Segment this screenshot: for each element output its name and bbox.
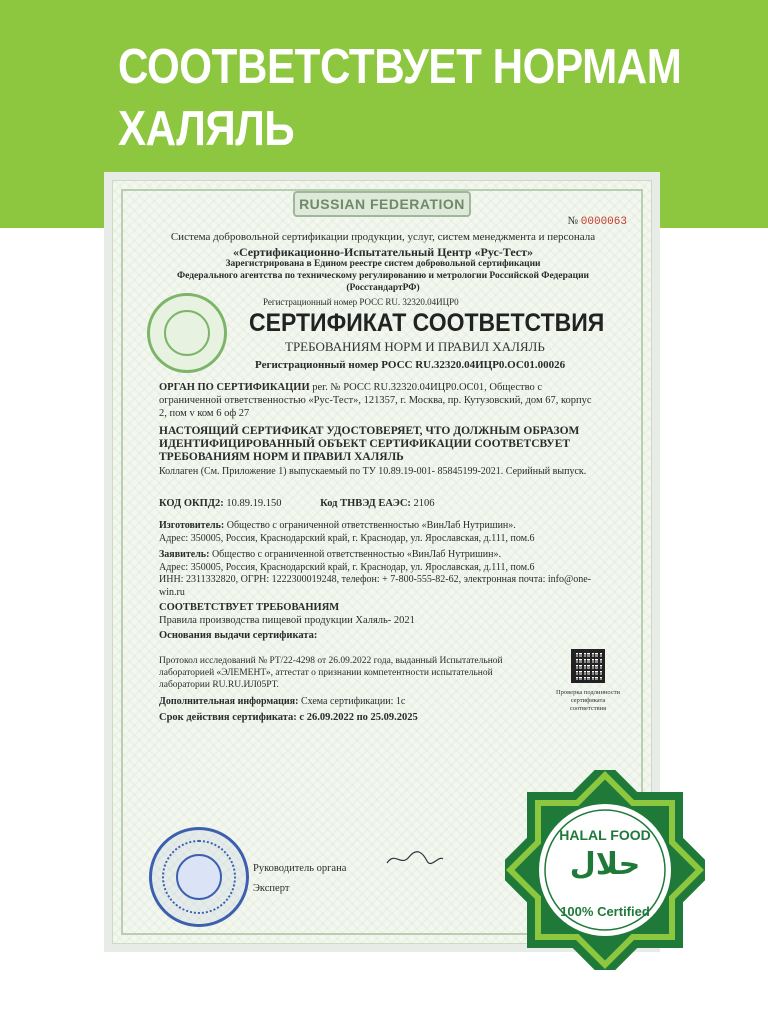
serial-number: [568, 215, 627, 228]
validity-label: Срок действия сертификата:: [159, 712, 297, 723]
signature-icon: [385, 849, 445, 869]
basis-label: Основания выдачи сертификата:: [159, 630, 318, 641]
system-line-1: Система добровольной сертификации продукции, услуг, систем менеджмента и персонала: [170, 231, 596, 243]
requirements-block: [159, 601, 599, 627]
system-line-2: «Сертификационно-Испытательный Центр «Рус-Тест»: [232, 245, 534, 259]
attestation-statement: НАСТОЯЩИЙ СЕРТИФИКАТ УДОСТОВЕРЯЕТ, ЧТО ДОЛЖНЫМ ОБРАЗОМ ИДЕНТИФИЦИРОВАННЫЙ ОБЪЕКТ СЕРТИФИКАЦИИ СООТВЕТСВУЕТ ТРЕБОВАНИЯМ НОРМ И ПРАВИЛ ХАЛЯЛЬ: [159, 425, 580, 463]
badge-arabic: حلال: [569, 847, 641, 882]
okpd-value: 10.89.19.150: [226, 498, 282, 509]
system-reg-number: Регистрационный номер РОСС RU. 32320.04ИЦР0: [263, 297, 459, 307]
banner-title: [118, 36, 682, 160]
certification-body: [159, 381, 599, 420]
maker-line1: Общество с ограниченной ответственностью «ВинЛаб Нутришин».: [226, 520, 516, 531]
validity-value: с 26.09.2022 по 25.09.2025: [299, 712, 418, 723]
conform-value: Правила производства пищевой продукции Халяль- 2021: [159, 615, 415, 626]
qr-caption: Проверка подлинности сертификата соответствия: [555, 689, 621, 712]
applicant-line3: ИНН: 2311332820, ОГРН: 1222300019248, телефон: + 7-800-555-82-62, электронная почта: info@one-win.ru: [159, 574, 591, 598]
okpd-label: КОД ОКПД2:: [159, 498, 224, 509]
banner-title-line2: ХАЛЯЛЬ: [118, 102, 295, 156]
qr-code-icon: [571, 649, 605, 683]
addinfo-label: Дополнительная информация:: [159, 696, 299, 707]
expert-label: Эксперт: [253, 883, 290, 894]
badge-certified: 100% Certified: [560, 904, 650, 919]
system-line-5: (РосстандартРФ): [346, 283, 420, 293]
blue-stamp-icon: [149, 827, 249, 927]
validity-period: [159, 711, 599, 724]
halal-seal-icon: [147, 293, 227, 373]
addinfo-value: Схема сертификации: 1с: [300, 696, 406, 707]
product-description: Коллаген (См. Приложение 1) выпускаемый по ТУ 10.89.19-001- 85845199-2021. Серийный выпуск.: [159, 466, 587, 477]
badge-halal-food: HALAL FOOD: [559, 827, 651, 843]
manufacturer-block: [159, 519, 599, 545]
head-label: Руководитель органа: [253, 863, 347, 874]
protocol-text: Протокол исследований № РТ/22-4298 от 26.09.2022 года, выданный Испытательной лабораторией «ЭЛЕМЕНТ», аттестат о признании компетентности испытательной лаборатории RU.RU.ИЛ05РТ.: [159, 656, 503, 690]
conform-label: СООТВЕТСТВУЕТ ТРЕБОВАНИЯМ: [159, 602, 340, 613]
maker-label: Изготовитель:: [159, 520, 225, 531]
applicant-line2: Адрес: 350005, Россия, Краснодарский край, г. Краснодар, ул. Ярославская, д.111, пом.6: [159, 561, 535, 573]
system-line-3: Зарегистрирована в Едином реестре систем добровольной сертификации: [225, 259, 541, 269]
applicant-line1: Общество с ограниченной ответственностью «ВинЛаб Нутришин».: [211, 549, 501, 560]
banner-title-line1: СООТВЕТСТВУЕТ НОРМАМ: [118, 40, 682, 94]
applicant-block: [159, 549, 599, 599]
certificate-title: СЕРТИФИКАТ СООТВЕТСТВИЯ: [249, 309, 605, 337]
serial-label: №: [567, 215, 579, 227]
tnved-value: 2106: [413, 498, 435, 509]
stamp-core: [176, 854, 222, 900]
product-codes: [159, 497, 599, 510]
additional-info: [159, 695, 599, 708]
serial-value: 0000063: [580, 216, 627, 228]
russian-federation-ribbon: RUSSIAN FEDERATION: [293, 191, 471, 217]
organ-label: ОРГАН ПО СЕРТИФИКАЦИИ: [159, 382, 310, 393]
applicant-label: Заявитель:: [159, 549, 210, 560]
organ-text: рег. № РОСС RU.32320.04ИЦР0.ОС01, Общество с ограниченной ответственностью «Рус-Тест», 121357, г. Москва, пр. Кутузовский, дом 67, корпус 2, пом v ком 6 оф 27: [159, 382, 592, 419]
tnved-label: Код ТНВЭД ЕАЭС:: [320, 498, 411, 509]
halal-seal-inner-ring: [164, 310, 210, 356]
system-line-4: Федерального агентства по техническому регулированию и метрологии Российской Федерации: [176, 271, 590, 281]
certificate-reg-number: Регистрационный номер РОСС RU.32320.04ИЦР0.ОС01.00026: [255, 359, 566, 371]
certificate-subtitle: ТРЕБОВАНИЯМ НОРМ И ПРАВИЛ ХАЛЯЛЬ: [285, 339, 545, 354]
maker-line2: Адрес: 350005, Россия, Краснодарский край, г. Краснодар, ул. Ярославская, д.111, пом.6: [159, 533, 535, 544]
